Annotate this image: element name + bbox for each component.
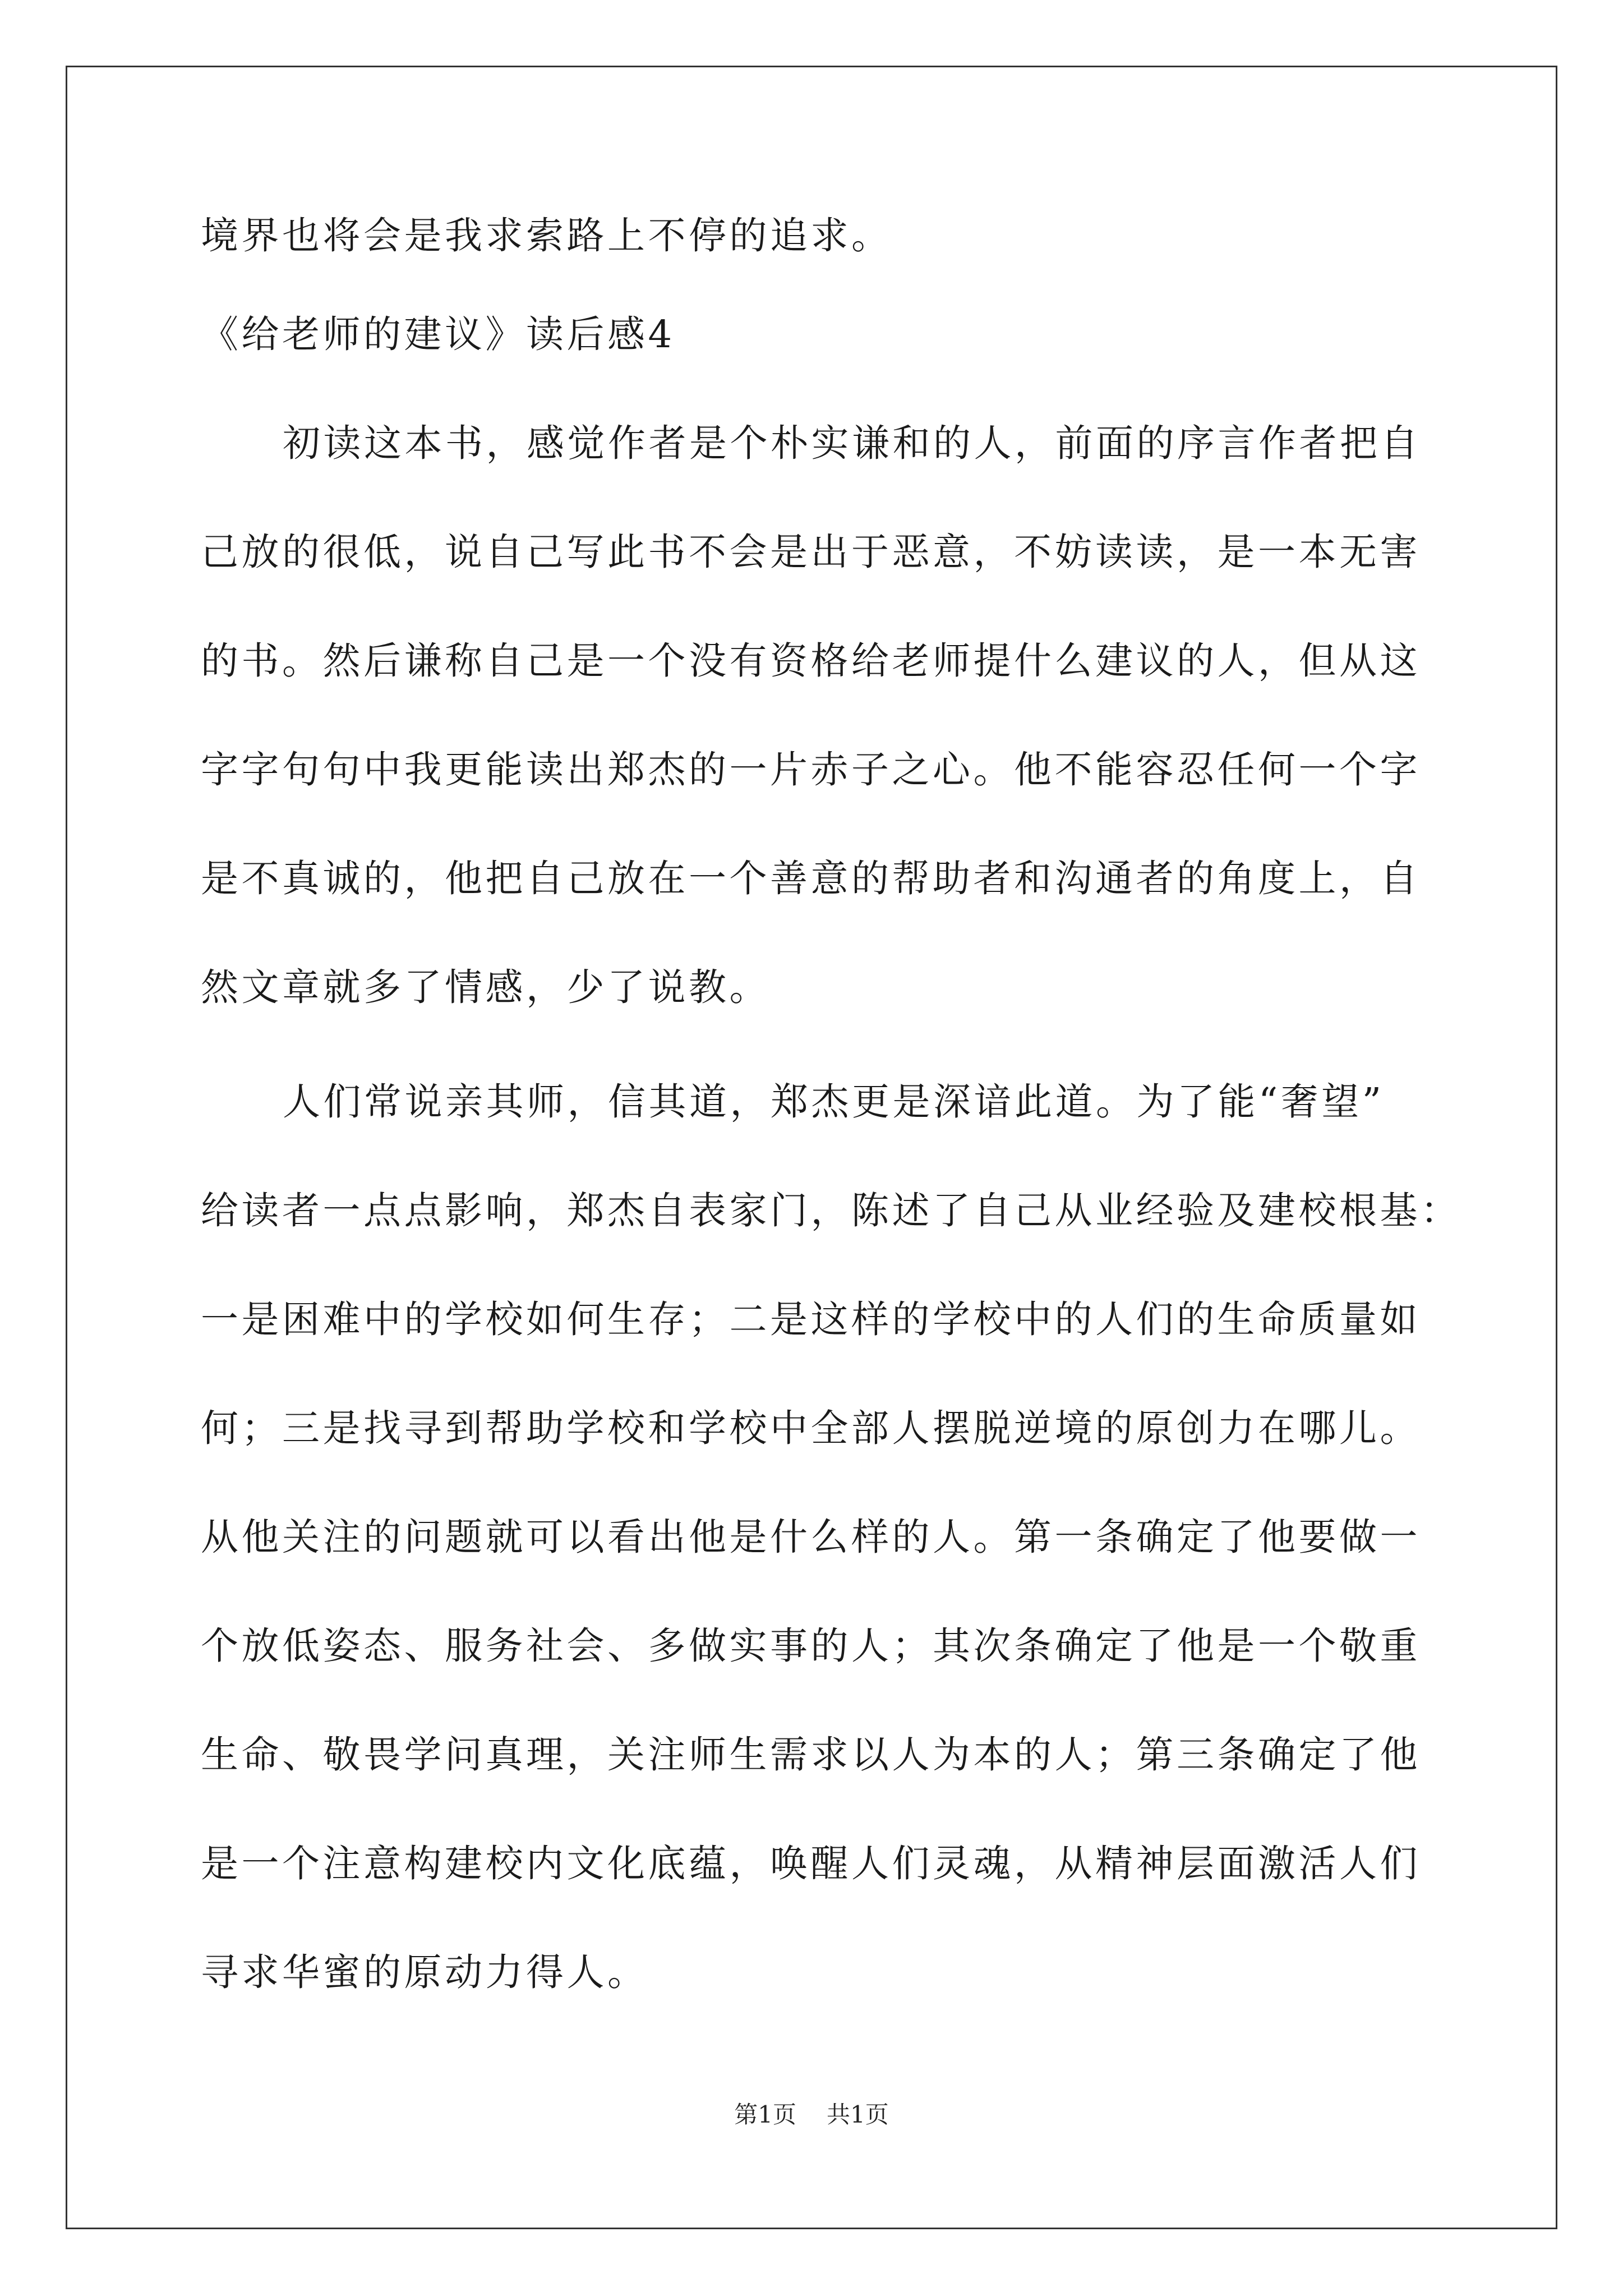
page-number: 第1页 <box>734 2101 796 2128</box>
document-body <box>201 208 1461 2000</box>
text-line: 何；三是找寻到帮助学校和学校中全部人摆脱逆境的原创力在哪儿。 <box>201 1406 1421 1450</box>
text-line: 初读这本书，感觉作者是个朴实谦和的人，前面的序言作者把自 <box>283 421 1421 465</box>
text-line: 的书。然后谦称自己是一个没有资格给老师提什么建议的人，但从这 <box>201 639 1421 683</box>
text-line: 从他关注的问题就可以看出他是什么样的人。第一条确定了他要做一 <box>201 1515 1421 1559</box>
text-line: 己放的很低，说自己写此书不会是出于恶意，不妨读读，是一本无害 <box>201 530 1421 574</box>
text-line: 然文章就多了情感，少了说教。 <box>201 965 770 1009</box>
text-line: 给读者一点点影响，郑杰自表家门，陈述了自己从业经验及建校根基： <box>201 1189 1461 1232</box>
page-footer <box>0 2098 1623 2132</box>
section-heading: 《给老师的建议》读后感4 <box>201 312 675 356</box>
text-line: 是不真诚的，他把自己放在一个善意的帮助者和沟通者的角度上，自 <box>201 857 1421 900</box>
text-line: 境界也将会是我求索路上不停的追求。 <box>201 214 892 257</box>
text-line: 个放低姿态、服务社会、多做实事的人；其次条确定了他是一个敬重 <box>201 1624 1421 1668</box>
text-line: 寻求华蜜的原动力得人。 <box>201 1950 648 1994</box>
text-line: 一是困难中的学校如何生存；二是这样的学校中的人们的生命质量如 <box>201 1297 1421 1341</box>
text-line: 生命、敬畏学问真理，关注师生需求以人为本的人；第三条确定了他 <box>201 1733 1421 1777</box>
text-line: 字字句句中我更能读出郑杰的一片赤子之心。他不能容忍任何一个字 <box>201 748 1421 792</box>
text-line: 是一个注意构建校内文化底蕴，唤醒人们灵魂，从精神层面激活人们 <box>201 1842 1421 1885</box>
text-line: 人们常说亲其师，信其道，郑杰更是深谙此道。为了能“奢望” <box>283 1080 1385 1124</box>
page-total: 共1页 <box>827 2101 889 2128</box>
